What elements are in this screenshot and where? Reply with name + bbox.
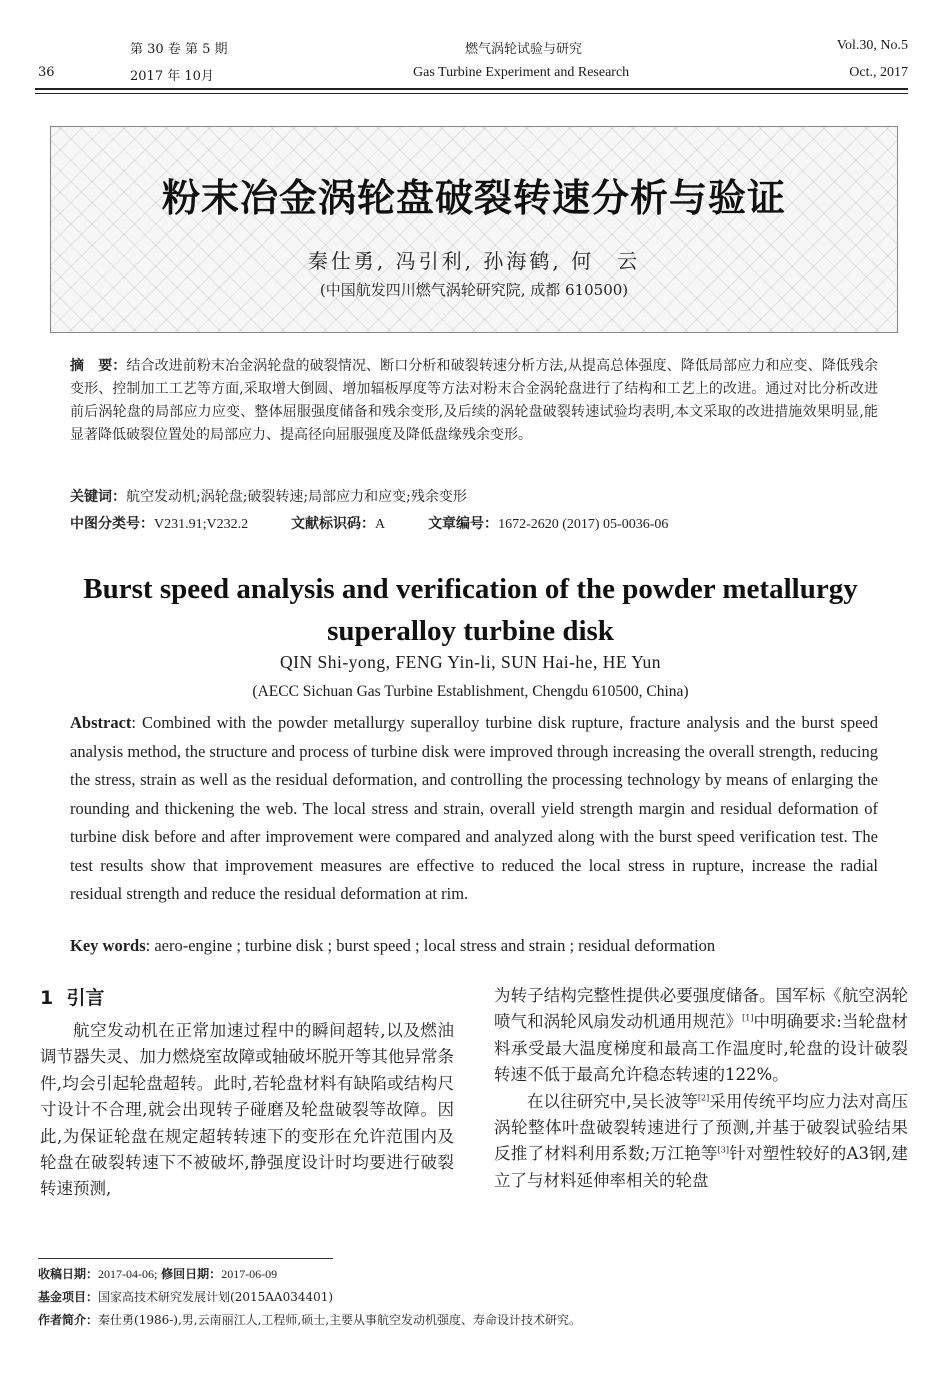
- article-no-value: 1672-2620 (2017) 05-0036-06: [498, 517, 669, 532]
- keywords-en-label: Key words: [70, 936, 146, 955]
- keywords-en-text: : aero-engine ; turbine disk ; burst speed ; local stress and strain ; residual deformation: [145, 936, 716, 955]
- citation-ref-2[interactable]: [2]: [697, 1093, 710, 1103]
- body-paragraph: 为转子结构完整性提供必要强度储备。国军标《航空涡轮喷气和涡轮风扇发动机通用规范》[1]中明确要求:当轮盘材料承受最大温度梯度和最高工作温度时,轮盘的设计破裂转速不低于最高允许稳态转速的122%。: [494, 986, 908, 1085]
- abstract-en-label: Abstract: [70, 713, 132, 732]
- section-title: 引言: [66, 987, 105, 1009]
- body-left-column: [40, 1018, 454, 1203]
- doc-code-label: 文献标识码：: [291, 516, 376, 532]
- citation-ref-3[interactable]: [3]: [717, 1145, 729, 1155]
- affiliation-cn: (中国航发四川燃气涡轮研究院, 成都 610500): [319, 281, 629, 299]
- clc-value: V231.91;V232.2: [154, 517, 249, 532]
- article-no-label: 文章编号：: [428, 516, 499, 532]
- doc-code-value: A: [375, 517, 386, 532]
- abstract-cn-label: 摘 要：: [70, 358, 127, 374]
- header-journal-en: Gas Turbine Experiment and Research: [413, 65, 630, 80]
- abstract-cn-text: 结合改进前粉末冶金涡轮盘的破裂情况、断口分析和破裂转速分析方法,从提高总体强度、降低局部应力和应变、降低残余变形、控制加工工艺等方面,采取增大倒圆、增加辐板厚度等方法对粉末合金涡轮盘进行了结构和工艺上的改进。通过对比分析改进前后涡轮盘的局部应力应变、整体屈服强度储备和残余变形,及后续的涡轮盘破裂转速试验均表明,本文采取的改进措施效果明显,能显著降低破裂位置处的局部应力、提高径向屈服强度及降低盘缘残余变形。: [70, 358, 878, 443]
- section-heading: [40, 983, 104, 1010]
- header-rule-thin: [35, 93, 908, 94]
- footnote-fund: 基金项目：国家高技术研究发展计划(2015AA034401): [38, 1290, 334, 1304]
- abstract-cn: [70, 355, 878, 447]
- footnote-rule: [38, 1258, 333, 1259]
- keywords-en: [70, 936, 715, 956]
- keywords-cn: [70, 486, 467, 506]
- section-number: 1: [40, 987, 54, 1009]
- authors-cn: 秦仕勇, 冯引利, 孙海鹤, 何 云: [307, 249, 641, 273]
- citation-ref-1[interactable]: [1]: [742, 1013, 754, 1023]
- abstract-en-text: : Combined with the powder metallurgy superalloy turbine disk rupture, fracture analysis and the burst speed analysis method, the structure and process of turbine disk were improved through increasing the overall strength, reducing the stress, strain as well as the residual deformation, and controlling the processing technology by means of enlarging the rounding and thickening the web. The local stress and strain, overall yield strength margin and residual deformation of turbine disk before and after improvement were compared and analyzed along with the burst speed verification test. The test results show that improvement measures are effective to reduced the local stress in rupture, increase the radial residual strength and reduce the residual deformation at rim.: [70, 713, 878, 903]
- title-en: Burst speed analysis and verification of the powder metallurgy superalloy turbine disk: [83, 573, 858, 647]
- header-rule-thick: [35, 88, 908, 90]
- authors-en: QIN Shi-yong, FENG Yin-li, SUN Hai-he, HE Yun: [280, 652, 661, 672]
- title-box: [50, 126, 898, 333]
- abstract-en: [70, 709, 878, 909]
- body-paragraph: 航空发动机在正常加速过程中的瞬间超转,以及燃油调节器失灵、加力燃烧室故障或轴破坏脱开等其他异常条件,均会引起轮盘超转。此时,若轮盘材料有缺陷或结构尺寸设计不合理,就会出现转子碰磨及轮盘破裂等故障。因此,为保证轮盘在规定超转转速下的变形在允许范围内及轮盘在破裂转速下不被破坏,静强度设计时均要进行破裂转速预测,: [40, 1021, 454, 1199]
- body-paragraph: 在以往研究中,吴长波等[2]采用传统平均应力法对高压涡轮整体叶盘破裂转速进行了预测,并基于破裂试验结果反推了材料利用系数;万江艳等[3]针对塑性较好的A3钢,建立了与材料延伸率相关的轮盘: [494, 1091, 908, 1190]
- keywords-cn-text: 航空发动机;涡轮盘;破裂转速;局部应力和应变;残余变形: [126, 489, 467, 505]
- header-page-number: 36: [38, 65, 55, 80]
- header-journal-cn: 燃气涡轮试验与研究: [465, 42, 583, 57]
- affiliation-en: (AECC Sichuan Gas Turbine Establishment, Chengdu 610500, China): [252, 683, 689, 700]
- footnote-author: 作者简介：秦仕勇(1986-),男,云南丽江人,工程师,硕士,主要从事航空发动机强度、寿命设计技术研究。: [38, 1313, 582, 1327]
- clc-label: 中图分类号：: [70, 516, 154, 532]
- header-date-en: Oct., 2017: [849, 65, 908, 80]
- keywords-cn-label: 关键词：: [70, 489, 126, 505]
- classification-line: [70, 513, 668, 533]
- body-right-column: [494, 983, 908, 1194]
- header-volume: 第 30 卷 第 5 期: [130, 42, 228, 57]
- header-vol-en: Vol.30, No.5: [836, 38, 908, 53]
- footnote-dates: 收稿日期：2017-04-06; 修回日期：2017-06-09: [38, 1267, 278, 1281]
- title-cn: 粉末冶金涡轮盘破裂转速分析与验证: [161, 176, 786, 220]
- header-date: 2017 年 10月: [130, 69, 214, 84]
